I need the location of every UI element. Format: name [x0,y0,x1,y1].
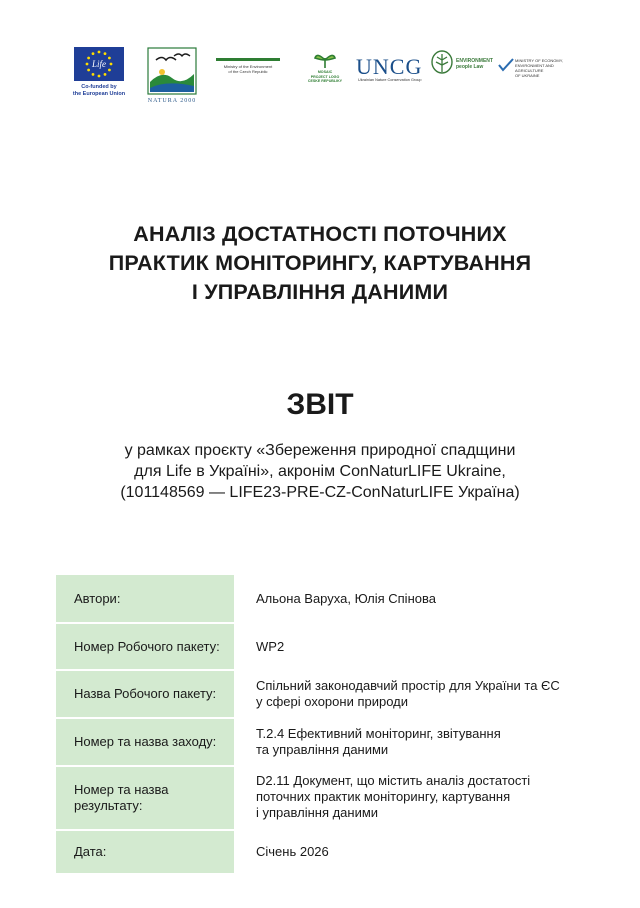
report-heading: ЗВІТ [286,388,354,421]
info-label: Дата: [56,831,234,873]
eu-caption: Co-funded by the European Union [72,84,126,97]
info-label: Номер Робочого пакету: [56,624,234,669]
info-value: WP2 [256,638,285,654]
info-value: D2.11 Документ, що містить аналіз достатості поточних практик моніторингу, картування і управління даними [256,773,531,820]
document-title: АНАЛІЗ ДОСТАТНОСТІ ПОТОЧНИХ ПРАКТИК МОНІТОРИНГУ, КАРТУВАННЯ І УПРАВЛІННЯ ДАНИМИ [108,222,532,304]
info-row-result [56,767,586,831]
eu-life-logo [74,47,124,81]
info-row-date [56,831,586,875]
project-subtitle: у рамках проєкту «Збереження природної спадщини для Life в Україні», акронім ConNaturLIFE Ukraine, (101148569 — LIFE23-PRE-CZ-ConNaturLIFE Україна) [120,442,520,501]
environment-people-law-logo: ENVIRONMENT people Law [456,58,493,70]
info-label: Назва Робочого пакету: [56,671,234,717]
info-value: Альона Варуха, Юлія Спінова [256,590,436,606]
ministry-ukraine-logo: MINISTRY OF ECONOMY, ENVIRONMENT AND AGRICULTURE OF UKRAINE [515,58,564,78]
natura-2000-logo [142,44,202,100]
tree-icon [430,50,454,80]
partner-logos [0,44,640,106]
info-row-wp-number [56,624,586,671]
info-row-measure [56,719,586,767]
info-label: Автори: [56,575,234,622]
ministry-czech-logo: Ministry of the Environment of the Czech Republic [216,58,280,74]
info-row-authors [56,575,586,624]
life-wordmark: Life [91,59,107,69]
info-label: Номер та назва результату: [56,767,234,829]
info-table [56,575,586,875]
info-row-wp-name [56,671,586,719]
uncg-logo: UNCG [356,54,423,79]
uncg-subtitle: Ukrainian Nature Conservation Group [358,78,422,82]
info-value: Т.2.4 Ефективний моніторинг, звітування та управління даними [256,726,501,757]
ministry-ua-check-icon [498,58,514,72]
info-value: Спільний законодавчий простір для України та ЄС у сфері охорони природи [256,678,560,709]
info-value: Січень 2026 [256,844,329,859]
leaf-icon [312,50,338,70]
natura-text: NATURA 2000 [147,98,197,104]
nature-agency-logo: MOSAIC PROJECT LOGO CESKE REPUBLIKY [307,70,343,83]
info-label: Номер та назва заходу: [56,719,234,765]
